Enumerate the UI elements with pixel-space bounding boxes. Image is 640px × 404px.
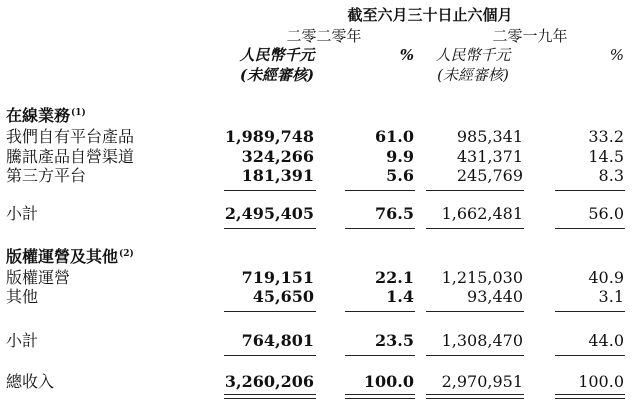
total-double-rule [224,394,316,399]
value-2020: 181,391 [241,166,314,185]
subtotal-pct-2020: 76.5 [375,204,414,223]
subtotal-rule [426,228,524,229]
total-double-rule [345,394,415,399]
value-2019: 245,769 [456,166,523,185]
pct-2020: 5.6 [386,166,414,185]
subtotal-2020: 764,801 [241,331,314,350]
total-rule [224,355,316,356]
pct-2020: 61.0 [375,127,414,146]
subtotal-rule [426,311,524,312]
subtotal-2019: 1,308,470 [441,331,523,350]
row-label: 版權運營 [6,268,71,287]
total-double-rule [555,394,625,399]
unit-2020-header: 人民幣千元 [239,46,315,64]
value-2020: 1,989,748 [224,127,314,146]
pct-2019: 14.5 [588,147,624,166]
subtotal-label: 小計 [6,331,39,350]
total-double-rule [426,394,524,399]
unit-2019-header: 人民幣千元 [435,46,511,64]
pct-2019: 33.2 [588,127,624,146]
total-rule [345,355,415,356]
subtotal-rule [345,190,415,191]
subtotal-2019: 1,662,481 [441,204,523,223]
total-rule [426,355,524,356]
subtotal-pct-2020: 23.5 [375,331,414,350]
subtotal-rule [345,228,415,229]
row-label: 其他 [6,287,39,306]
subtotal-rule [345,311,415,312]
pct-2020-header: % [399,46,414,64]
value-2019: 985,341 [456,127,523,146]
pct-2019: 40.9 [588,268,624,287]
value-2020: 45,650 [252,287,314,306]
audit-2019-header: (未經審核) [437,66,509,84]
year-2019-header: 二零一九年 [492,27,568,45]
year-2020-header: 二零二零年 [286,27,362,45]
row-label: 我們自有平台產品 [6,127,135,146]
subtotal-rule [426,190,524,191]
total-pct-2020: 100.0 [363,372,414,391]
subtotal-pct-2019: 56.0 [588,204,624,223]
audit-2020-header: (未經審核) [239,66,315,84]
section-title-online: 在線業務$^{(1)}$ [6,106,86,125]
section-title-copyright: 版權運營及其他$^{(2)}$ [6,247,134,266]
period-header: 截至六月三十日止六個月 [347,6,513,24]
total-2019: 2,970,951 [441,372,523,391]
subtotal-rule [555,311,625,312]
pct-2020: 9.9 [386,147,414,166]
total-label: 總收入 [6,372,55,391]
subtotal-rule [555,228,625,229]
total-rule [555,355,625,356]
value-2020: 324,266 [241,147,314,166]
value-2020: 719,151 [241,268,314,287]
subtotal-2020: 2,495,405 [224,204,314,223]
subtotal-label: 小計 [6,204,39,223]
subtotal-pct-2019: 44.0 [588,331,624,350]
total-pct-2019: 100.0 [578,372,624,391]
total-2020: 3,260,206 [224,372,314,391]
subtotal-rule [224,190,316,191]
pct-2019: 3.1 [598,287,624,306]
value-2019: 1,215,030 [441,268,523,287]
pct-2020: 22.1 [375,268,414,287]
value-2019: 431,371 [456,147,523,166]
row-label: 第三方平台 [6,166,87,185]
subtotal-rule [224,228,316,229]
subtotal-rule [224,311,316,312]
subtotal-rule [555,190,625,191]
row-label: 騰訊產品自營渠道 [6,147,135,166]
pct-2019: 8.3 [598,166,624,185]
pct-2020: 1.4 [386,287,414,306]
value-2019: 93,440 [467,287,523,306]
pct-2019-header: % [609,46,624,64]
